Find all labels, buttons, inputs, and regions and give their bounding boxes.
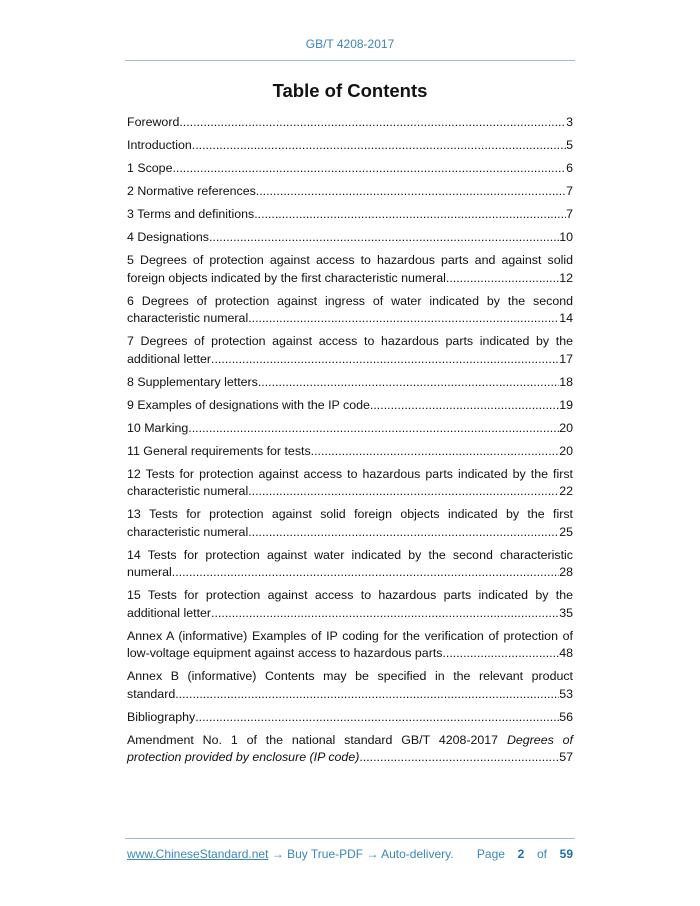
toc-entry[interactable] <box>127 506 573 541</box>
toc-entry-line <box>127 137 573 155</box>
toc-entry-amendment[interactable] <box>127 732 573 767</box>
toc-entry-text: 8 Supplementary letters <box>127 374 258 389</box>
dot-leader <box>179 114 566 132</box>
toc-entry-line <box>127 443 573 461</box>
toc-entry-line <box>127 564 573 582</box>
toc-entry-line: 5 Degrees of protection against access to hazardous parts and against solid <box>127 253 573 267</box>
toc-page-number: 35 <box>559 605 573 620</box>
dot-leader <box>192 137 566 155</box>
toc-entry-line <box>127 270 573 288</box>
toc-entry-text: additional letter <box>127 351 212 366</box>
toc-entry-text: additional letter <box>127 605 212 620</box>
toc-entry[interactable] <box>127 293 573 328</box>
toc-entry-line: 12 Tests for protection against access to hazardous parts indicated by the first <box>127 466 573 481</box>
toc-entry-text: characteristic numeral <box>127 484 249 498</box>
toc-entry-line <box>127 374 573 392</box>
toc-entry[interactable] <box>127 628 573 663</box>
toc-entry-text: characteristic numeral <box>127 524 249 539</box>
page-label: Page <box>476 847 505 861</box>
dot-leader <box>311 443 560 461</box>
toc-entry[interactable] <box>127 229 573 247</box>
toc-entry[interactable] <box>127 183 573 201</box>
toc-entry-text: 2 Normative references <box>127 184 256 198</box>
dot-leader <box>254 206 566 224</box>
toc-page-number: 28 <box>559 565 573 579</box>
toc-page-number: 22 <box>559 484 573 498</box>
current-page: 2 <box>517 847 525 861</box>
toc-entry-line: 15 Tests for protection against access to hazardous parts indicated by the <box>127 588 573 602</box>
toc-entry-text: 9 Examples of designations with the IP code <box>127 397 370 412</box>
toc-entry-text: Introduction <box>127 138 192 152</box>
toc-entry-line <box>127 709 573 727</box>
dot-leader <box>175 686 559 704</box>
website-link[interactable]: www.ChineseStandard.net <box>127 847 269 861</box>
toc-entry-text: 11 General requirements for tests <box>127 443 311 458</box>
toc-entry-line <box>127 229 573 247</box>
toc-entry-text: Foreword <box>127 115 180 129</box>
toc-entry-line <box>127 686 573 704</box>
toc-entry-line <box>127 749 573 767</box>
toc-entry-text: foreign objects indicated by the first characteristic numeral <box>127 270 446 285</box>
toc-page-number: 48 <box>559 646 573 660</box>
dot-leader <box>172 160 566 178</box>
toc-page-number: 19 <box>559 397 573 412</box>
toc-entry[interactable] <box>127 160 573 178</box>
footer-divider <box>125 838 575 839</box>
dot-leader <box>248 483 559 501</box>
toc-entry-line <box>127 183 573 201</box>
toc-entry[interactable] <box>127 374 573 392</box>
toc-page-number: 12 <box>559 270 573 285</box>
footer <box>127 847 573 861</box>
toc-entry[interactable] <box>127 206 573 224</box>
toc-entry-line <box>127 114 573 132</box>
header-divider <box>125 60 575 61</box>
toc-page-number: 20 <box>559 420 573 435</box>
toc-entry-line <box>127 310 573 328</box>
toc-page-number: 18 <box>559 374 573 389</box>
footer-promo-text: → Buy True-PDF → Auto-delivery. <box>268 847 454 861</box>
toc-entry-line <box>127 206 573 224</box>
toc-entry[interactable] <box>127 466 573 501</box>
toc-entry-line: 14 Tests for protection against water indicated by the second characteristic <box>127 547 573 562</box>
toc-page-number: 7 <box>566 184 573 198</box>
toc-page-number: 3 <box>566 115 573 129</box>
toc-page-number: 5 <box>566 138 573 152</box>
toc-entry[interactable] <box>127 397 573 415</box>
toc-entry-text: Bibliography <box>127 709 196 724</box>
toc-entry-line <box>127 351 573 369</box>
toc-entry[interactable] <box>127 333 573 368</box>
toc-entry[interactable] <box>127 668 573 703</box>
dot-leader <box>370 397 559 415</box>
toc-entry-line: Annex A (informative) Examples of IP coding for the verification of protection of <box>127 628 573 643</box>
toc-entry-line <box>127 645 573 663</box>
toc-page-number: 17 <box>559 351 573 366</box>
toc-entry-line: 7 Degrees of protection against access to hazardous parts indicated by the <box>127 334 573 348</box>
toc-entry[interactable] <box>127 252 573 287</box>
toc-entry-line <box>127 605 573 623</box>
toc-entry-text: Amendment No. 1 of the national standard GB/T 4208-2017 <box>127 732 507 747</box>
toc-entry-text: 10 Marking <box>127 420 189 435</box>
toc-entry-italic-text: protection provided by enclosure (IP code) <box>127 750 360 764</box>
dot-leader <box>209 229 559 247</box>
dot-leader <box>195 709 559 727</box>
toc-entry-line <box>127 397 573 415</box>
dot-leader <box>248 310 559 328</box>
toc-page-number: 56 <box>559 709 573 724</box>
toc-entry[interactable] <box>127 137 573 155</box>
dot-leader <box>256 183 566 201</box>
dot-leader <box>211 605 559 623</box>
toc-page-number: 7 <box>566 207 573 221</box>
toc-page-number: 6 <box>566 161 573 175</box>
of-label: of <box>536 847 547 861</box>
toc-entry-line <box>127 732 573 750</box>
toc-page-number: 57 <box>559 750 573 764</box>
toc-entry-line: 13 Tests for protection against solid foreign objects indicated by the first <box>127 507 573 521</box>
toc-page-number: 20 <box>559 443 573 458</box>
toc-entry-line <box>127 524 573 542</box>
dot-leader <box>446 270 559 288</box>
footer-promo <box>127 847 454 861</box>
page-title: Table of Contents <box>272 80 428 101</box>
toc-page-number: 10 <box>559 230 573 244</box>
toc-entry-text: characteristic numeral <box>127 311 249 325</box>
total-pages: 59 <box>559 847 573 861</box>
toc-entry-line <box>127 420 573 438</box>
toc-entry-line: Annex B (informative) Contents may be specified in the relevant product <box>127 669 573 683</box>
page-indicator <box>477 847 573 861</box>
dot-leader <box>172 564 559 582</box>
toc-entry[interactable] <box>127 587 573 622</box>
dot-leader <box>258 374 559 392</box>
toc-entry-line <box>127 160 573 178</box>
dot-leader <box>248 524 559 542</box>
toc-entry-text: 4 Designations <box>127 230 209 244</box>
toc-page-number: 25 <box>559 524 573 539</box>
toc-entry[interactable] <box>127 443 573 461</box>
dot-leader <box>188 420 559 438</box>
toc-entry-line: 6 Degrees of protection against ingress of water indicated by the second <box>127 293 573 308</box>
toc-entry-text: numeral <box>127 565 172 579</box>
toc-entry-text: low-voltage equipment against access to hazardous parts <box>127 646 443 660</box>
toc-entry-text: standard <box>127 686 176 701</box>
table-of-contents <box>127 114 573 772</box>
toc-entry[interactable] <box>127 547 573 582</box>
toc-page-number: 53 <box>559 686 573 701</box>
toc-entry[interactable] <box>127 709 573 727</box>
dot-leader <box>359 749 559 767</box>
toc-page-number: 14 <box>559 311 573 325</box>
toc-entry[interactable] <box>127 114 573 132</box>
dot-leader <box>211 351 559 369</box>
header-doc-id: GB/T 4208-2017 <box>305 37 395 51</box>
toc-entry-italic-text: Degrees of <box>506 732 573 747</box>
toc-entry-text: 1 Scope <box>127 161 173 175</box>
toc-entry-line <box>127 483 573 501</box>
toc-entry-text: 3 Terms and definitions <box>127 207 255 221</box>
toc-entry[interactable] <box>127 420 573 438</box>
dot-leader <box>442 645 559 663</box>
